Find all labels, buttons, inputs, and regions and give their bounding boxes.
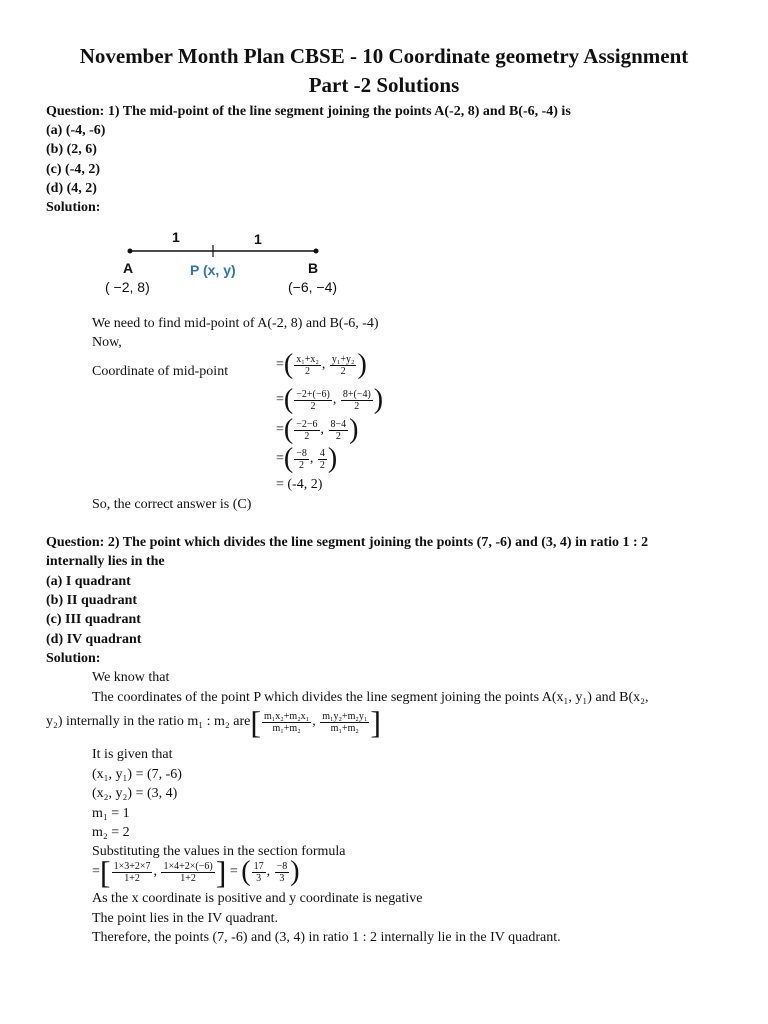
step3-num2: 8−4 bbox=[330, 418, 347, 430]
point-b-dot bbox=[314, 249, 319, 254]
step1-den2: 2 bbox=[340, 365, 346, 377]
coord-a-label: ( −2, 8) bbox=[105, 279, 150, 295]
step1-num1: x₁+x₂ bbox=[296, 353, 319, 365]
q2-given-3: m₁ = 1 bbox=[92, 806, 130, 821]
formula-num2: m₁y₂+m₂y₁ bbox=[322, 710, 368, 722]
calc-den1: 1+2 bbox=[124, 872, 140, 884]
q2-option-b: (b) II quadrant bbox=[46, 593, 138, 608]
calc-num2: 1×4+2×(−6) bbox=[163, 860, 213, 872]
q2-formula-line1: The coordinates of the point P which divides the line segment joining the points A(x₁, y₁) and B(x₂, bbox=[92, 690, 649, 705]
doc-title-line1: November Month Plan CBSE - 10 Coordinate geometry Assignment bbox=[79, 44, 689, 68]
point-b-label: B bbox=[308, 260, 319, 276]
q1-step1: = ( $\frac{\text{x₁+x₂}}{2}$ , $\frac{\text{y₁+y₂}}{2}$ ) bbox=[276, 349, 367, 380]
point-a-label: A bbox=[123, 260, 134, 276]
q1-coord-label: Coordinate of mid-point bbox=[92, 364, 229, 379]
q2-know: We know that bbox=[92, 670, 170, 685]
q1-option-d: (d) (4, 2) bbox=[46, 181, 97, 196]
calc-num1: 1×3+2×7 bbox=[113, 860, 151, 872]
q1-option-b: (b) (2, 6) bbox=[46, 142, 97, 157]
q2-option-d: (d) IV quadrant bbox=[46, 632, 142, 647]
step1-num2: y₁+y₂ bbox=[331, 353, 355, 365]
q2-given-1: (x₁, y₁) = (7, -6) bbox=[92, 767, 182, 782]
seg-right-label: 1 bbox=[254, 231, 262, 247]
step4-den2: 2 bbox=[319, 459, 325, 471]
q2-substitute: Substituting the values in the section formula bbox=[92, 844, 346, 859]
q2-text-line1: Question: 2) The point which divides the line segment joining the points (7, -6) and (3, 4) in ratio 1 : 2 bbox=[46, 535, 649, 550]
q2-given-4: m₂ = 2 bbox=[92, 825, 130, 840]
calc-res-den1: 3 bbox=[256, 872, 262, 884]
q1-answer: So, the correct answer is (C) bbox=[92, 497, 252, 512]
step2-num2: 8+(−4) bbox=[342, 388, 371, 400]
q1-explanation: We need to find mid-point of A(-2, 8) and B(-6, -4) bbox=[92, 316, 379, 331]
formula-den1: m₁+m₂ bbox=[272, 722, 301, 734]
calc-den2: 1+2 bbox=[180, 872, 196, 884]
doc-title-line2: Part -2 Solutions bbox=[308, 73, 460, 97]
q2-conclusion-3: Therefore, the points (7, -6) and (3, 4) in ratio 1 : 2 internally lie in the IV quadrant. bbox=[92, 930, 561, 945]
step4-num1: −8 bbox=[296, 447, 307, 459]
step4-den1: 2 bbox=[299, 459, 305, 471]
q1-step3: = ( $\frac{-2-6}{2}$ , $\frac{8-4}{2}$ ) bbox=[276, 414, 359, 445]
q2-formula-row: y₂) internally in the ratio m₁ : m₂ are [ $\frac{\text{m₁x₂+m₂x₁}}{\text{m₁+m₂}}$ , $\frac{\text{m₁y₂+m₂y₁}}{\text{m₁+m₂}}$ ] bbox=[46, 704, 381, 740]
q2-given: It is given that bbox=[92, 747, 173, 762]
calc-res-num1: 17 bbox=[253, 860, 264, 872]
step3-den1: 2 bbox=[304, 430, 310, 442]
q2-option-c: (c) III quadrant bbox=[46, 612, 141, 627]
q1-step4: = ( $\frac{-8}{2}$ , $\frac{4}{2}$ ) bbox=[276, 443, 338, 474]
q2-given-2: (x₂, y₂) = (3, 4) bbox=[92, 786, 178, 801]
calc-res-num2: −8 bbox=[276, 860, 288, 872]
step1-den1: 2 bbox=[305, 365, 311, 377]
q1-step2: = ( $\frac{-2+(-6)}{2}$ , $\frac{8+(-4)}{2}$ ) bbox=[276, 384, 384, 415]
seg-left-label: 1 bbox=[172, 229, 180, 245]
q2-solution-label: Solution: bbox=[46, 651, 101, 666]
step3-num1: −2−6 bbox=[296, 418, 318, 430]
q1-solution-label: Solution: bbox=[46, 200, 101, 215]
formula-den2: m₁+m₂ bbox=[330, 722, 359, 734]
step2-den1: 2 bbox=[310, 400, 316, 412]
q1-option-c: (c) (-4, 2) bbox=[46, 162, 101, 177]
q2-calculation: = [ $\frac{1\times 3+2\times 7}{1+2}$ , $\frac{1\times 4+2\times(-6)}{1+2}$ ] = ( $\frac{17}{3}$ , $\frac{-8}{3}$ ) bbox=[92, 854, 300, 890]
q2-conclusion-2: The point lies in the IV quadrant. bbox=[92, 911, 278, 926]
coord-b-label: (−6, −4) bbox=[288, 279, 338, 295]
q1-now: Now, bbox=[92, 335, 122, 350]
midpoint-diagram bbox=[100, 226, 380, 306]
step2-num1: −2+(−6) bbox=[296, 388, 330, 400]
formula-num1: m₁x₂+m₂x₁ bbox=[264, 710, 310, 722]
point-p-label: P (x, y) bbox=[190, 262, 236, 278]
point-a-dot bbox=[128, 249, 133, 254]
calc-res-den2: 3 bbox=[279, 872, 285, 884]
q2-conclusion-1: As the x coordinate is positive and y coordinate is negative bbox=[92, 891, 423, 906]
step4-num2: 4 bbox=[319, 447, 325, 459]
step2-den2: 2 bbox=[354, 400, 360, 412]
q2-option-a: (a) I quadrant bbox=[46, 574, 131, 589]
step3-den2: 2 bbox=[335, 430, 341, 442]
q1-result: = (-4, 2) bbox=[276, 477, 323, 492]
q1-text: Question: 1) The mid-point of the line segment joining the points A(-2, 8) and B(-6, -4) is bbox=[46, 104, 571, 119]
q2-text-line2: internally lies in the bbox=[46, 554, 165, 569]
q1-option-a: (a) (-4, -6) bbox=[46, 123, 106, 138]
q2-formula-line2: y₂) internally in the ratio m₁ : m₂ are bbox=[46, 714, 251, 729]
